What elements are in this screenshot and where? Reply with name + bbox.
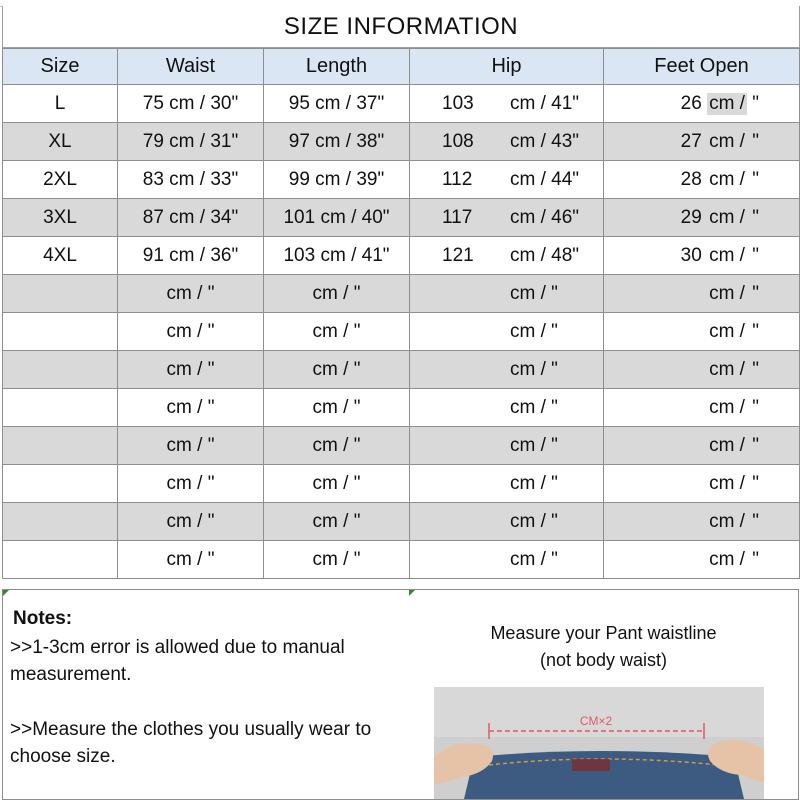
feet-tail: " xyxy=(752,92,759,114)
cell-waist-value: cm / " xyxy=(166,548,215,570)
feet-number: 29 xyxy=(680,206,702,228)
feet-tail: " xyxy=(752,358,759,380)
feet-unit: cm / xyxy=(709,510,745,532)
table-row xyxy=(3,427,800,465)
measure-caption xyxy=(409,620,798,674)
table-row xyxy=(3,199,800,237)
notes-heading: Notes: xyxy=(13,608,73,629)
header-feet-open: Feet Open xyxy=(604,49,800,85)
hip-unit: cm / " xyxy=(510,358,558,380)
hip-unit: cm / " xyxy=(510,548,558,570)
cell-waist xyxy=(118,351,264,389)
feet-unit: cm / xyxy=(709,168,745,190)
cell-length-value: cm / " xyxy=(312,472,361,494)
cell-waist-value: cm / " xyxy=(166,358,215,380)
hip-unit: cm / " xyxy=(510,282,558,304)
cell-length xyxy=(264,503,410,541)
cell-hip xyxy=(410,313,604,351)
cell-hip xyxy=(410,123,604,161)
table-row xyxy=(3,503,800,541)
cell-length-value: cm / " xyxy=(312,358,361,380)
cell-waist xyxy=(118,427,264,465)
cell-length xyxy=(264,123,410,161)
cell-waist xyxy=(118,503,264,541)
cell-size xyxy=(3,351,118,389)
notes-line-2: >>Measure the clothes you usually wear to choose size. xyxy=(10,719,372,767)
feet-unit: cm / xyxy=(709,472,745,494)
cell-waist-value: 75 cm / 30" xyxy=(142,92,239,114)
header-size: Size xyxy=(3,49,118,85)
feet-number: 28 xyxy=(680,168,702,190)
cell-waist xyxy=(118,123,264,161)
table-row xyxy=(3,85,800,123)
cell-size xyxy=(3,313,118,351)
hip-unit: cm / 48" xyxy=(510,244,580,266)
feet-tail: " xyxy=(752,206,759,228)
feet-tail: " xyxy=(752,510,759,532)
feet-number: 26 xyxy=(680,92,702,114)
cell-marker xyxy=(3,590,9,596)
cell-feet-open xyxy=(604,199,800,237)
cell-feet-open xyxy=(604,123,800,161)
cell-feet-open xyxy=(604,275,800,313)
cell-size xyxy=(3,427,118,465)
cell-feet-open xyxy=(604,389,800,427)
hip-unit: cm / 44" xyxy=(510,168,580,190)
size-table xyxy=(2,48,800,579)
feet-unit: cm / xyxy=(709,434,745,456)
feet-tail: " xyxy=(752,548,759,570)
hip-number: 108 xyxy=(442,130,474,152)
cell-waist xyxy=(118,275,264,313)
waistline-measure-label: CM×2 xyxy=(579,714,613,728)
cell-size: L xyxy=(3,85,118,123)
cell-waist-value: 83 cm / 33" xyxy=(142,168,239,190)
feet-number: 27 xyxy=(680,130,702,152)
header-hip: Hip xyxy=(410,49,604,85)
cell-length-value: cm / " xyxy=(312,548,361,570)
cell-size: XL xyxy=(3,123,118,161)
notes-panel xyxy=(2,589,410,800)
waistline-photo-illustration xyxy=(434,687,764,799)
cell-waist xyxy=(118,237,264,275)
cell-waist-value: cm / " xyxy=(166,510,215,532)
cell-feet-open xyxy=(604,351,800,389)
table-row xyxy=(3,389,800,427)
cell-hip xyxy=(410,541,604,579)
cell-waist-value: 79 cm / 31" xyxy=(142,130,239,152)
cell-feet-open xyxy=(604,465,800,503)
cell-length-value: cm / " xyxy=(312,282,361,304)
cell-marker xyxy=(409,590,415,596)
cell-length xyxy=(264,465,410,503)
measure-caption-line-1: Measure your Pant waistline xyxy=(490,623,717,643)
hip-unit: cm / " xyxy=(510,434,558,456)
hip-unit: cm / 41" xyxy=(510,92,580,114)
feet-tail: " xyxy=(752,168,759,190)
feet-unit: cm / xyxy=(709,206,745,228)
hip-number: 112 xyxy=(442,168,473,190)
feet-tail: " xyxy=(752,434,759,456)
cell-feet-open xyxy=(604,503,800,541)
header-waist: Waist xyxy=(118,49,264,85)
feet-unit: cm / xyxy=(709,282,745,304)
cell-length-value: cm / " xyxy=(312,320,361,342)
feet-tail: " xyxy=(752,244,759,266)
cell-size: 2XL xyxy=(3,161,118,199)
table-row xyxy=(3,275,800,313)
hip-unit: cm / " xyxy=(510,396,558,418)
feet-tail: " xyxy=(752,320,759,342)
cell-size xyxy=(3,389,118,427)
cell-length xyxy=(264,351,410,389)
cell-length xyxy=(264,313,410,351)
feet-tail: " xyxy=(752,130,759,152)
cell-hip xyxy=(410,351,604,389)
feet-tail: " xyxy=(752,396,759,418)
measure-caption-line-2: (not body waist) xyxy=(539,650,668,670)
cell-length-value: 97 cm / 38" xyxy=(288,130,385,152)
cell-length-value: 95 cm / 37" xyxy=(288,92,385,114)
cell-waist xyxy=(118,199,264,237)
hip-unit: cm / " xyxy=(510,510,558,532)
cell-size xyxy=(3,541,118,579)
header-length: Length xyxy=(264,49,410,85)
cell-length-value: 103 cm / 41" xyxy=(283,244,390,266)
cell-length xyxy=(264,427,410,465)
hip-unit: cm / 43" xyxy=(510,130,580,152)
table-row xyxy=(3,123,800,161)
cell-waist-value: cm / " xyxy=(166,282,215,304)
table-row xyxy=(3,541,800,579)
cell-hip xyxy=(410,275,604,313)
cell-length xyxy=(264,275,410,313)
cell-length-value: 101 cm / 40" xyxy=(283,206,390,228)
cell-length-value: cm / " xyxy=(312,510,361,532)
cell-feet-open xyxy=(604,161,800,199)
feet-tail: " xyxy=(752,282,759,304)
cell-waist xyxy=(118,161,264,199)
cell-hip xyxy=(410,465,604,503)
cell-waist-value: 87 cm / 34" xyxy=(142,206,239,228)
feet-unit: cm / xyxy=(709,320,745,342)
hip-unit: cm / 46" xyxy=(510,206,580,228)
hip-number: 121 xyxy=(442,244,474,266)
cell-feet-open xyxy=(604,427,800,465)
cell-waist xyxy=(118,85,264,123)
cell-waist-value: 91 cm / 36" xyxy=(142,244,239,266)
cell-hip xyxy=(410,199,604,237)
feet-tail: " xyxy=(752,472,759,494)
cell-size: 3XL xyxy=(3,199,118,237)
cell-hip xyxy=(410,503,604,541)
cell-length xyxy=(264,199,410,237)
feet-unit: cm / xyxy=(709,130,745,152)
cell-waist-value: cm / " xyxy=(166,472,215,494)
hip-number: 103 xyxy=(442,92,474,114)
cell-feet-open xyxy=(604,541,800,579)
feet-unit: cm / xyxy=(709,548,745,570)
cell-waist xyxy=(118,313,264,351)
table-row xyxy=(3,351,800,389)
feet-number: 30 xyxy=(680,244,702,266)
cell-hip xyxy=(410,85,604,123)
table-row xyxy=(3,313,800,351)
feet-unit: cm / xyxy=(709,244,745,266)
cell-size xyxy=(3,503,118,541)
cell-size: 4XL xyxy=(3,237,118,275)
cell-waist xyxy=(118,389,264,427)
cell-feet-open xyxy=(604,237,800,275)
table-header-row xyxy=(3,49,800,85)
feet-unit: cm / xyxy=(709,92,745,114)
cell-feet-open xyxy=(604,313,800,351)
cell-length-value: cm / " xyxy=(312,434,361,456)
feet-unit: cm / xyxy=(709,396,745,418)
cell-length xyxy=(264,85,410,123)
cell-waist-value: cm / " xyxy=(166,434,215,456)
page-title: SIZE INFORMATION xyxy=(2,6,800,48)
table-row xyxy=(3,465,800,503)
waistline-photo xyxy=(434,687,764,799)
cell-hip xyxy=(410,237,604,275)
cell-feet-open xyxy=(604,85,800,123)
cell-hip xyxy=(410,389,604,427)
cell-waist xyxy=(118,465,264,503)
cell-waist xyxy=(118,541,264,579)
feet-unit: cm / xyxy=(709,358,745,380)
cell-length xyxy=(264,541,410,579)
cell-waist-value: cm / " xyxy=(166,396,215,418)
cell-length-value: cm / " xyxy=(312,396,361,418)
cell-hip xyxy=(410,161,604,199)
cell-length xyxy=(264,389,410,427)
hip-unit: cm / " xyxy=(510,320,558,342)
table-row xyxy=(3,237,800,275)
cell-length-value: 99 cm / 39" xyxy=(288,168,385,190)
cell-length xyxy=(264,161,410,199)
cell-size xyxy=(3,275,118,313)
cell-hip xyxy=(410,427,604,465)
table-body xyxy=(3,85,800,579)
hip-unit: cm / " xyxy=(510,472,558,494)
table-row xyxy=(3,161,800,199)
hip-number: 117 xyxy=(442,206,473,228)
notes-line-1: >>1-3cm error is allowed due to manual measurement. xyxy=(10,637,345,685)
measure-panel xyxy=(409,589,799,800)
cell-size xyxy=(3,465,118,503)
cell-length xyxy=(264,237,410,275)
cell-waist-value: cm / " xyxy=(166,320,215,342)
